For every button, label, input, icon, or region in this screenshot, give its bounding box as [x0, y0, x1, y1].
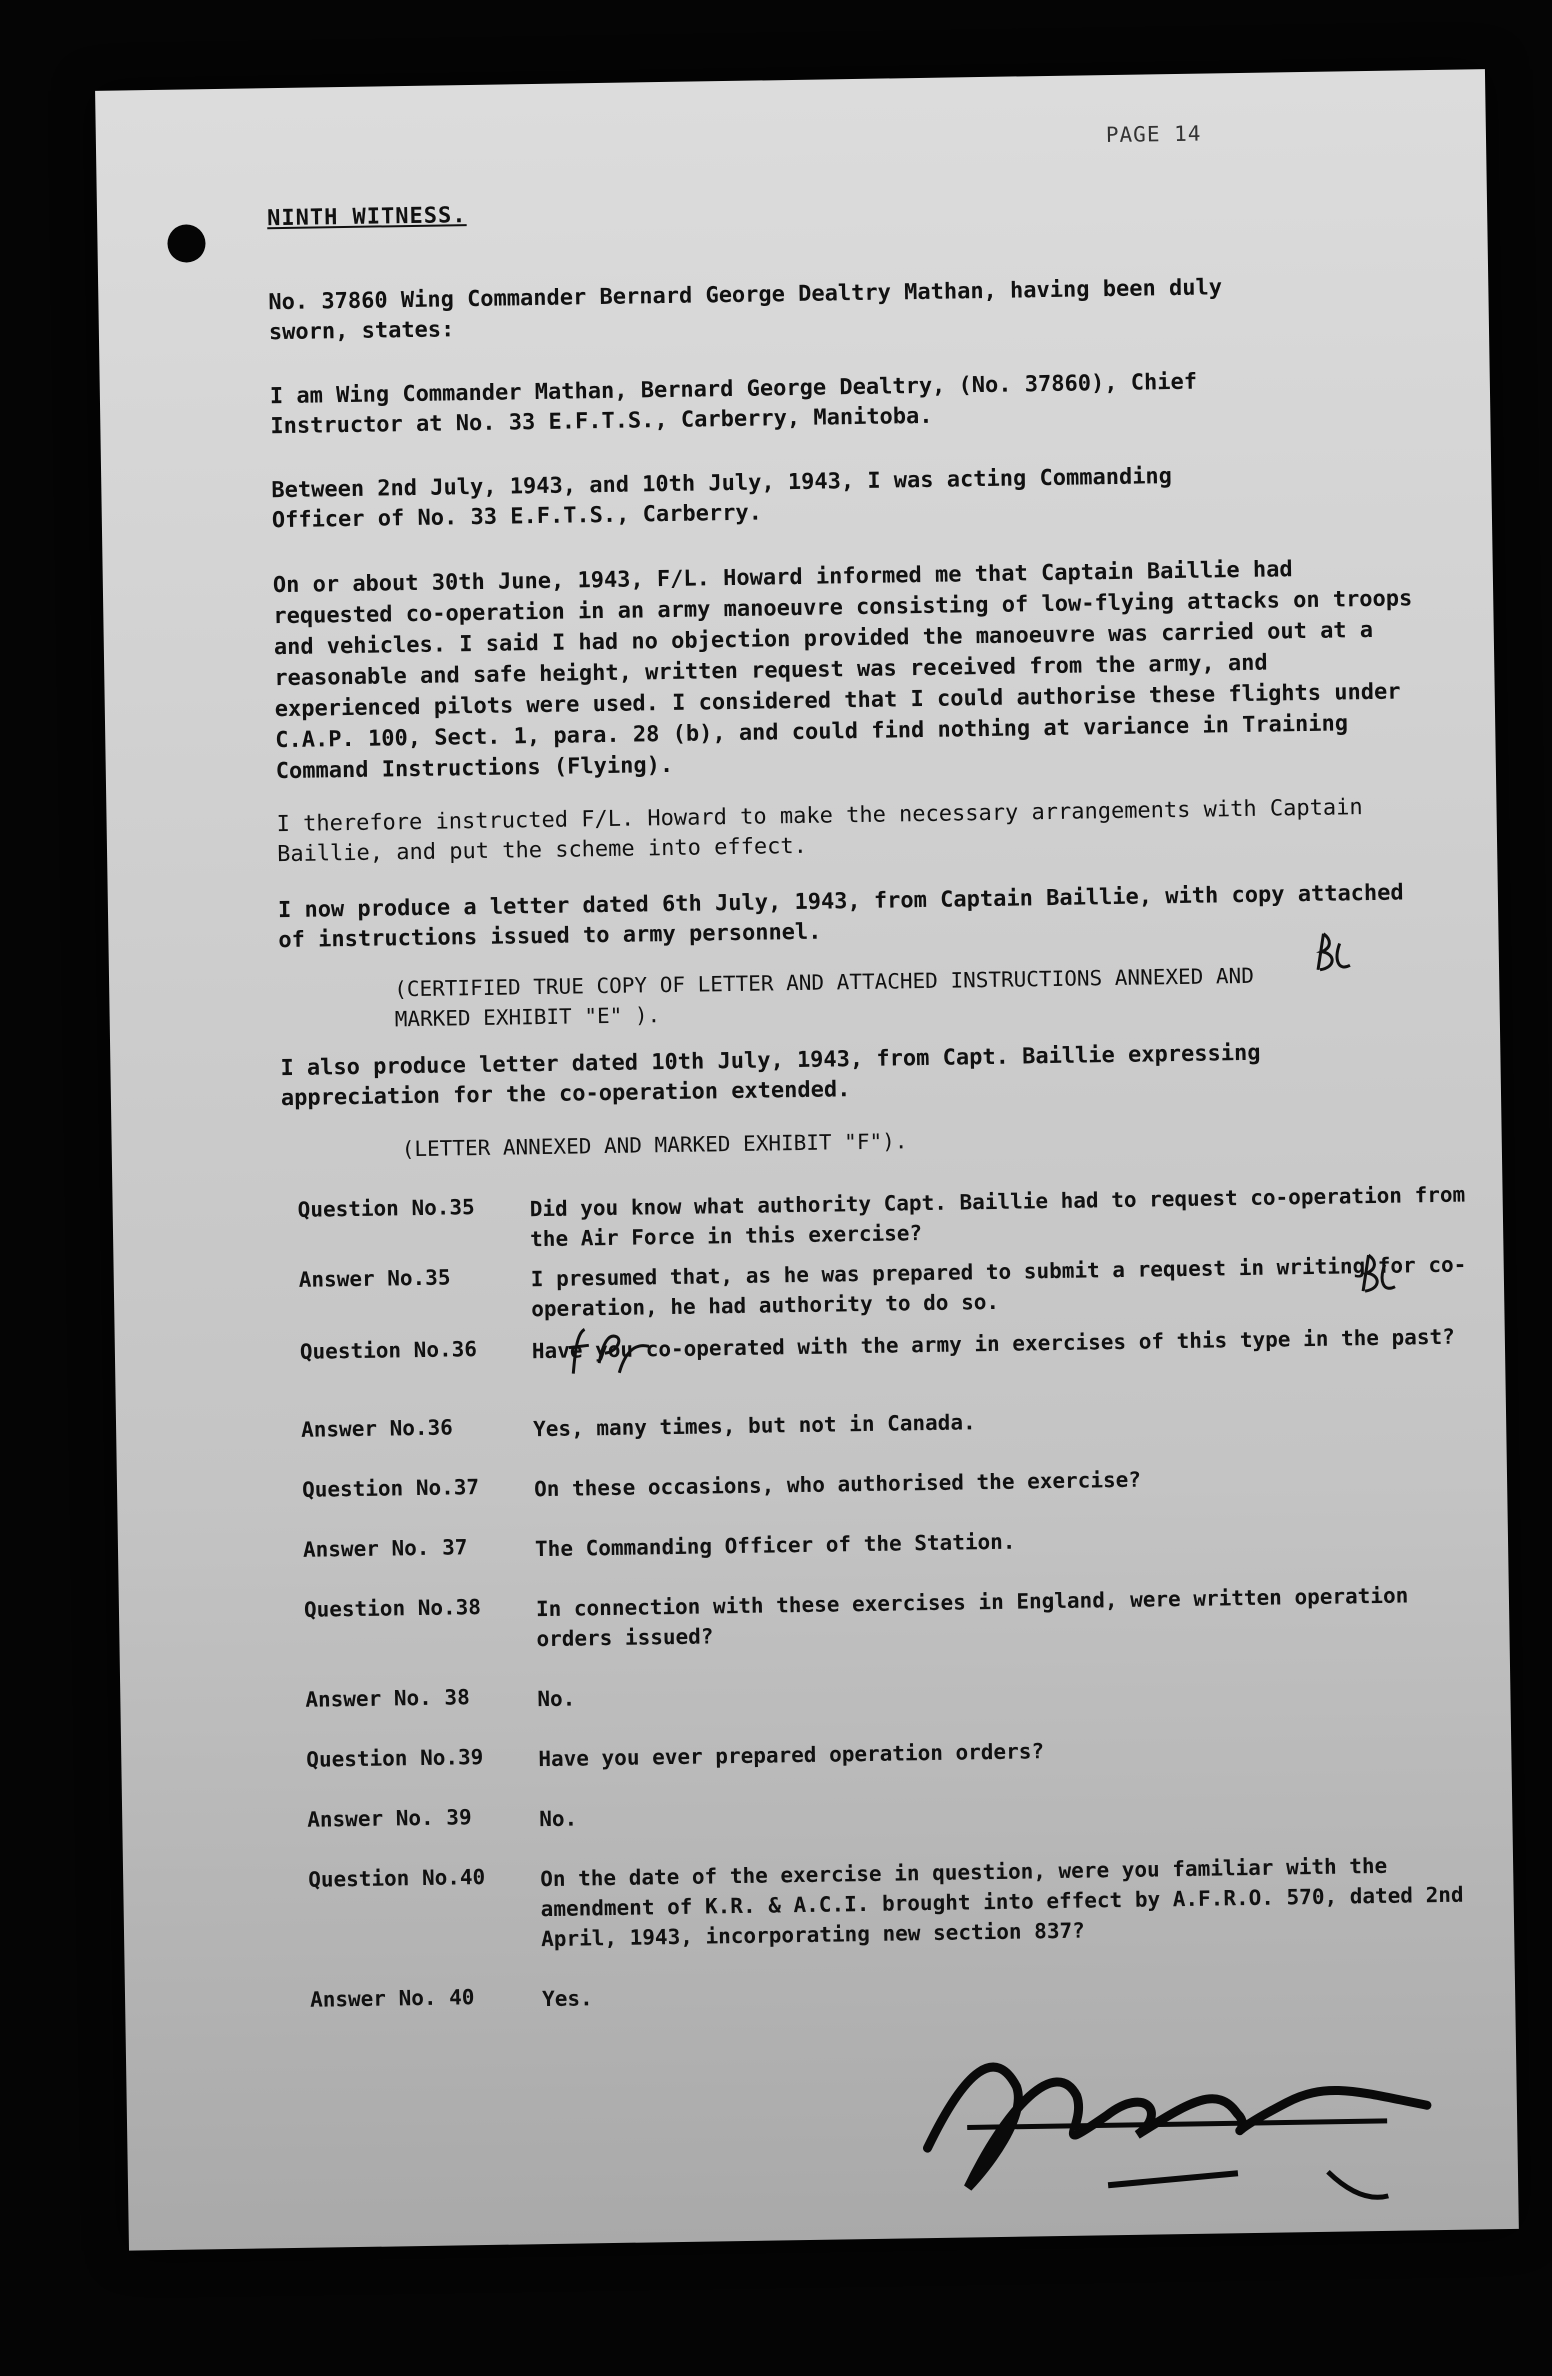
qa-label: Question No.35 [297, 1195, 475, 1222]
handwritten-initials [1313, 929, 1354, 984]
initials-mark [1358, 1251, 1399, 1296]
handwritten-initials [1358, 1251, 1399, 1306]
qa-label: Answer No.35 [298, 1265, 451, 1292]
qa-item [308, 1849, 1488, 1952]
qa-label: Answer No. 40 [309, 1985, 475, 2012]
page-number: PAGE 14 [1105, 121, 1202, 148]
intro-paragraph: No. 37860 Wing Commander Bernard George Dealtry Mathan, having been duly sworn, states: [268, 275, 1223, 346]
qa-label: Answer No. 39 [307, 1805, 472, 1832]
qa-label: Question No.40 [308, 1865, 486, 1892]
statement-paragraph: On or about 30th June, 1943, F/L. Howard informed me that Captain Baillie had requested co-operation in an army manoeuvre consisting of low-flying attacks on troops and vehicles. I said I had no objection provided the manoeuvre was carried out at a reasonable and safe height, written request was received from the army, and experienced pilots were used. I considered that I could authorise these flights under C.A.P. 100, Sect. 1, para. 28 (b), and could find nothing at variance in Training Command Instructions (Flying). [272, 557, 1413, 785]
qa-text: On these occasions, who authorised the exercise? [533, 1467, 1142, 1502]
qa-label: Question No.37 [301, 1475, 480, 1502]
qa-item [306, 1729, 1486, 1772]
per-pro-mark [565, 1322, 656, 1383]
qa-item [305, 1669, 1485, 1712]
qa-text: The Commanding Officer of the Station. [534, 1529, 1016, 1562]
qa-label: Question No.38 [303, 1595, 482, 1622]
document-page [95, 69, 1519, 2251]
qa-label: Question No.39 [306, 1745, 484, 1772]
qa-text: Yes, many times, but not in Canada. [532, 1410, 976, 1442]
statement-paragraph: I now produce a letter dated 6th July, 1943, from Captain Baillie, with copy attached of instructions issued to army personnel. [277, 880, 1404, 954]
qa-item [299, 1321, 1480, 1364]
witness-heading: NINTH WITNESS. [266, 203, 467, 232]
qa-item [302, 1519, 1483, 1562]
qa-item [300, 1399, 1481, 1442]
qa-text: Have you ever prepared operation orders? [538, 1739, 1045, 1772]
qa-item [309, 1969, 1490, 2012]
qa-text: Did you know what authority Capt. Baillie had to request co-operation from the Air Force in this exercise? [529, 1182, 1466, 1252]
qa-text: No. [539, 1806, 578, 1832]
qa-item [301, 1459, 1482, 1502]
qa-item [307, 1789, 1487, 1832]
qa-label: Answer No. 37 [302, 1535, 468, 1562]
qa-text: Yes. [541, 1986, 593, 2012]
qa-item [298, 1249, 1479, 1322]
qa-text: Have you co-operated with the army in exercises of this type in the past? [531, 1324, 1455, 1364]
exhibit-e-note: (CERTIFIED TRUE COPY OF LETTER AND ATTACHED INSTRUCTIONS ANNEXED AND MARKED EXHIBIT "E" ). [394, 963, 1255, 1032]
punch-hole [167, 224, 206, 263]
qa-label: Answer No.36 [300, 1415, 454, 1442]
qa-label: Answer No. 38 [305, 1685, 470, 1712]
qa-text: In connection with these exercises in England, were written operation orders issued? [535, 1583, 1409, 1652]
qa-label: Question No.36 [299, 1337, 478, 1364]
signature [906, 2020, 1469, 2229]
statement-paragraph: I also produce letter dated 10th July, 1943, from Capt. Baillie expressing appreciation for the co-operation extended. [280, 1040, 1261, 1112]
statement-paragraph: I therefore instructed F/L. Howard to make the necessary arrangements with Captain Baillie, and put the scheme into effect. [276, 795, 1363, 868]
qa-item [303, 1579, 1484, 1652]
qa-text: I presumed that, as he was prepared to submit a request in writing for co-operation, he had authority to do so. [530, 1252, 1467, 1322]
statement-paragraph: I am Wing Commander Mathan, Bernard George Dealtry, (No. 37860), Chief Instructor at No. 33 E.F.T.S., Carberry, Manitoba. [269, 369, 1198, 440]
qa-text: On the date of the exercise in question, were you familiar with the amendment of K.R. & A.C.I. brought into effect by A.F.R.O. 570, dated 2nd April, 1943, incorporating new section 837? [540, 1853, 1464, 1952]
initials-mark [1313, 929, 1354, 974]
statement-paragraph: Between 2nd July, 1943, and 10th July, 1943, I was acting Commanding Officer of No. 33 E.F.T.S., Carberry. [271, 464, 1173, 534]
qa-item [297, 1179, 1477, 1252]
exhibit-f-note: (LETTER ANNEXED AND MARKED EXHIBIT "F"). [401, 1129, 908, 1162]
qa-text: No. [537, 1686, 576, 1712]
handwritten-annotation [565, 1322, 656, 1392]
